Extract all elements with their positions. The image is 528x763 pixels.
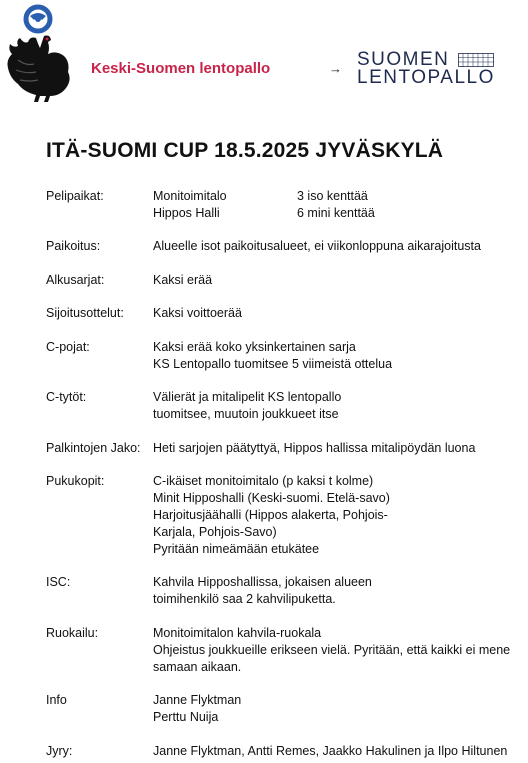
page-title: ITÄ-SUOMI CUP 18.5.2025 JYVÄSKYLÄ <box>46 139 444 162</box>
extra-line: 6 mini kenttää <box>297 206 375 220</box>
value-line: Perttu Nuija <box>153 710 219 724</box>
value-line: Kahvila Hipposhallissa, jokaisen alueen <box>153 575 372 589</box>
value-line: toimihenkilö saa 2 kahvilipuketta. <box>153 592 336 606</box>
row-label: Pelipaikat: <box>46 189 104 203</box>
value-line: C-ikäiset monitoimitalo (p kaksi t kolme) <box>153 474 374 488</box>
capercaillie-logo <box>4 4 76 106</box>
value-line: tuomitsee, muutoin joukkueet itse <box>153 407 339 421</box>
row-value <box>153 440 528 457</box>
row-label: Pukukopit: <box>46 474 105 488</box>
value-line: Kaksi erää <box>153 273 213 287</box>
extra-line: 3 iso kenttää <box>297 189 368 203</box>
partner-line1: SUOMEN <box>357 49 450 70</box>
row-value <box>153 692 528 726</box>
row-extra <box>297 188 375 222</box>
row-label: ISC: <box>46 575 71 589</box>
row-value <box>153 272 528 289</box>
row-label: Info <box>46 693 67 707</box>
row-label: Alkusarjat: <box>46 273 105 287</box>
value-line: Harjoitusjäähalli (Hippos alakerta, Pohjois- <box>153 508 388 522</box>
value-line: Monitoimitalon kahvila-ruokala <box>153 626 322 640</box>
value-line: Kaksi erää koko yksinkertainen sarja <box>153 340 356 354</box>
row-label: Palkintojen Jako: <box>46 441 141 455</box>
row-value <box>153 389 528 423</box>
row-label: C-tytöt: <box>46 390 87 404</box>
value-line: Ohjeistus joukkueille erikseen vielä. Pyritään, että kaikki ei mene <box>153 643 511 657</box>
suomen-lentopallo-logo <box>357 50 497 90</box>
value-line: Välierät ja mitalipelit KS lentopallo <box>153 390 342 404</box>
row-label: Sijoitusottelut: <box>46 306 124 320</box>
row-label: Paikoitus: <box>46 239 101 253</box>
net-icon <box>458 53 494 67</box>
row-value <box>153 305 528 322</box>
value-line: Hippos Halli <box>153 206 220 220</box>
row-value <box>153 743 528 760</box>
row-value <box>153 473 528 558</box>
value-line: Karjala, Pohjois-Savo) <box>153 525 277 539</box>
row-value <box>153 625 528 676</box>
org-name: Keski-Suomen lentopallo <box>91 60 271 77</box>
value-line: Monitoimitalo <box>153 189 227 203</box>
value-line: Heti sarjojen päätyttyä, Hippos hallissa mitalipöydän luona <box>153 441 476 455</box>
value-line: KS Lentopallo tuomitsee 5 viimeistä ottelua <box>153 357 393 371</box>
row-label: Jyry: <box>46 744 73 758</box>
value-line: Minit Hipposhalli (Keski-suomi. Etelä-savo) <box>153 491 390 505</box>
value-line: Alueelle isot paikoitusalueet, ei viikonloppuna aikarajoitusta <box>153 239 481 253</box>
value-line: Janne Flyktman <box>153 693 242 707</box>
row-value <box>153 339 528 373</box>
value-line: samaan aikaan. <box>153 660 242 674</box>
value-line: Janne Flyktman, Antti Remes, Jaakko Hakulinen ja Ilpo Hiltunen <box>153 744 508 758</box>
partner-line2: LENTOPALLO <box>357 67 495 88</box>
row-label: C-pojat: <box>46 340 90 354</box>
row-value <box>153 238 528 255</box>
row-value <box>153 574 528 608</box>
value-line: Kaksi voittoerää <box>153 306 242 320</box>
arrow-right-icon: → <box>329 61 342 76</box>
value-line: Pyritään nimeämään etukätee <box>153 542 320 556</box>
row-label: Ruokailu: <box>46 626 99 640</box>
